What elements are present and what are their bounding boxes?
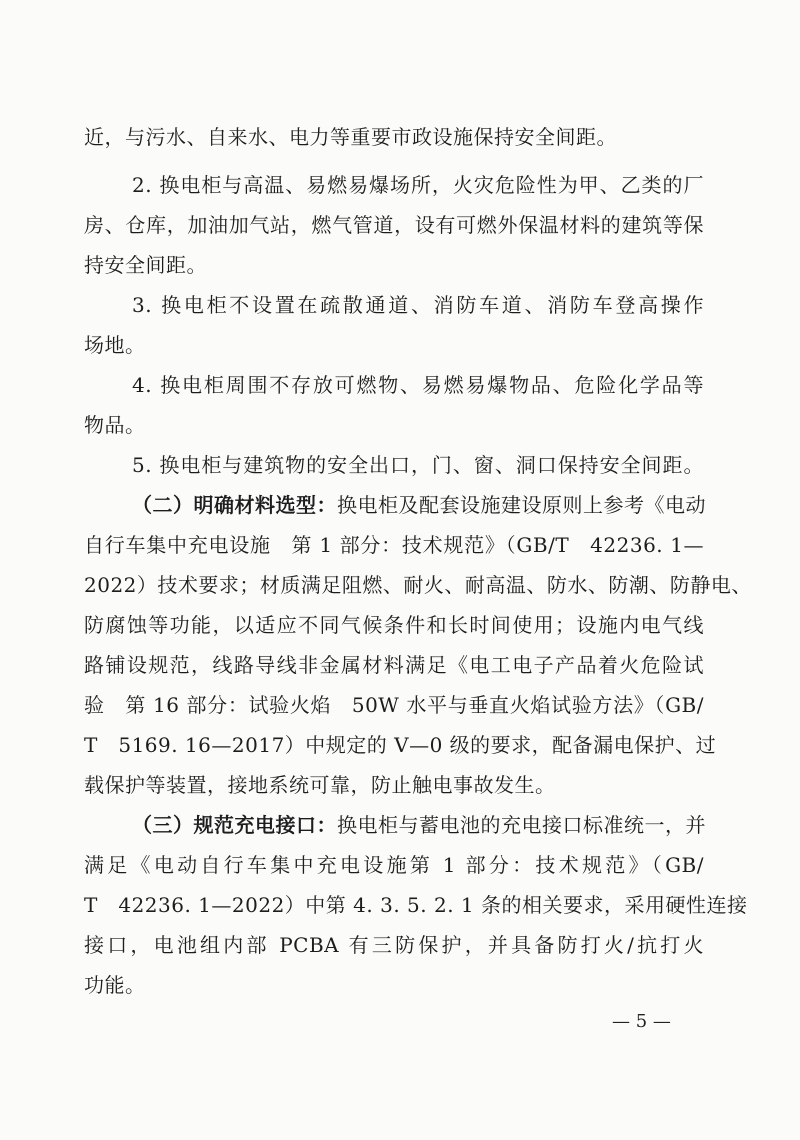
- page-number: — 5 —: [612, 1011, 671, 1032]
- text-line-14: 路铺设规范，线路导线非金属材料满足《电工电子产品着火危险试: [84, 653, 704, 677]
- text-line-13: 防腐蚀等功能，以适应不同气候条件和长时间使用；设施内电气线: [84, 613, 704, 637]
- text-line-16: T 5169. 16—2017）中规定的 V—0 级的要求，配备漏电保护、过: [84, 733, 717, 757]
- text-line-15: 验 第 16 部分：试验火焰 50W 水平与垂直火焰试验方法》（GB/: [84, 693, 704, 717]
- text-line-1: 近，与污水、自来水、电力等重要市政设施保持安全间距。: [84, 125, 617, 149]
- text-line-4: 持安全间距。: [84, 253, 207, 277]
- section-heading-3: （三）规范充电接口：: [132, 813, 337, 837]
- section-heading-3-line: （三）规范充电接口：换电柜与蓄电池的充电接口标准统一，并: [132, 813, 706, 837]
- text-line-12: 2022）技术要求；材质满足阻燃、耐火、耐高温、防水、防潮、防静电、: [84, 573, 752, 597]
- section-heading-2-line: （二）明确材料选型：换电柜及配套设施建设原则上参考《电动: [132, 493, 706, 517]
- text-line-2: 2. 换电柜与高温、易燃易爆场所，火灾危险性为甲、乙类的厂: [132, 173, 704, 197]
- text-line-5: 3. 换电柜不设置在疏散通道、消防车道、消防车登高操作: [132, 293, 704, 317]
- text-line-20: T 42236. 1—2022）中第 4. 3. 5. 2. 1 条的相关要求，采用硬性连接: [84, 893, 748, 917]
- text-line-9: 5. 换电柜与建筑物的安全出口，门、窗、洞口保持安全间距。: [132, 453, 704, 477]
- text-line-11: 自行车集中充电设施 第 1 部分：技术规范》（GB/T 42236. 1—: [84, 533, 704, 557]
- text-line-21: 接口，电池组内部 PCBA 有三防保护，并具备防打火/抗打火: [84, 933, 704, 957]
- text-line-17: 载保护等装置，接地系统可靠，防止触电事故发生。: [84, 773, 556, 797]
- text-line-7: 4. 换电柜周围不存放可燃物、易燃易爆物品、危险化学品等: [132, 373, 704, 397]
- text-line-3: 房、仓库，加油加气站，燃气管道，设有可燃外保温材料的建筑等保: [84, 213, 704, 237]
- section-heading-2: （二）明确材料选型：: [132, 493, 337, 517]
- text-line-22: 功能。: [84, 973, 146, 997]
- text-line-8: 物品。: [84, 413, 146, 437]
- text-line-6: 场地。: [84, 333, 146, 357]
- text-line-19: 满足《电动自行车集中充电设施第 1 部分：技术规范》（GB/: [84, 853, 704, 877]
